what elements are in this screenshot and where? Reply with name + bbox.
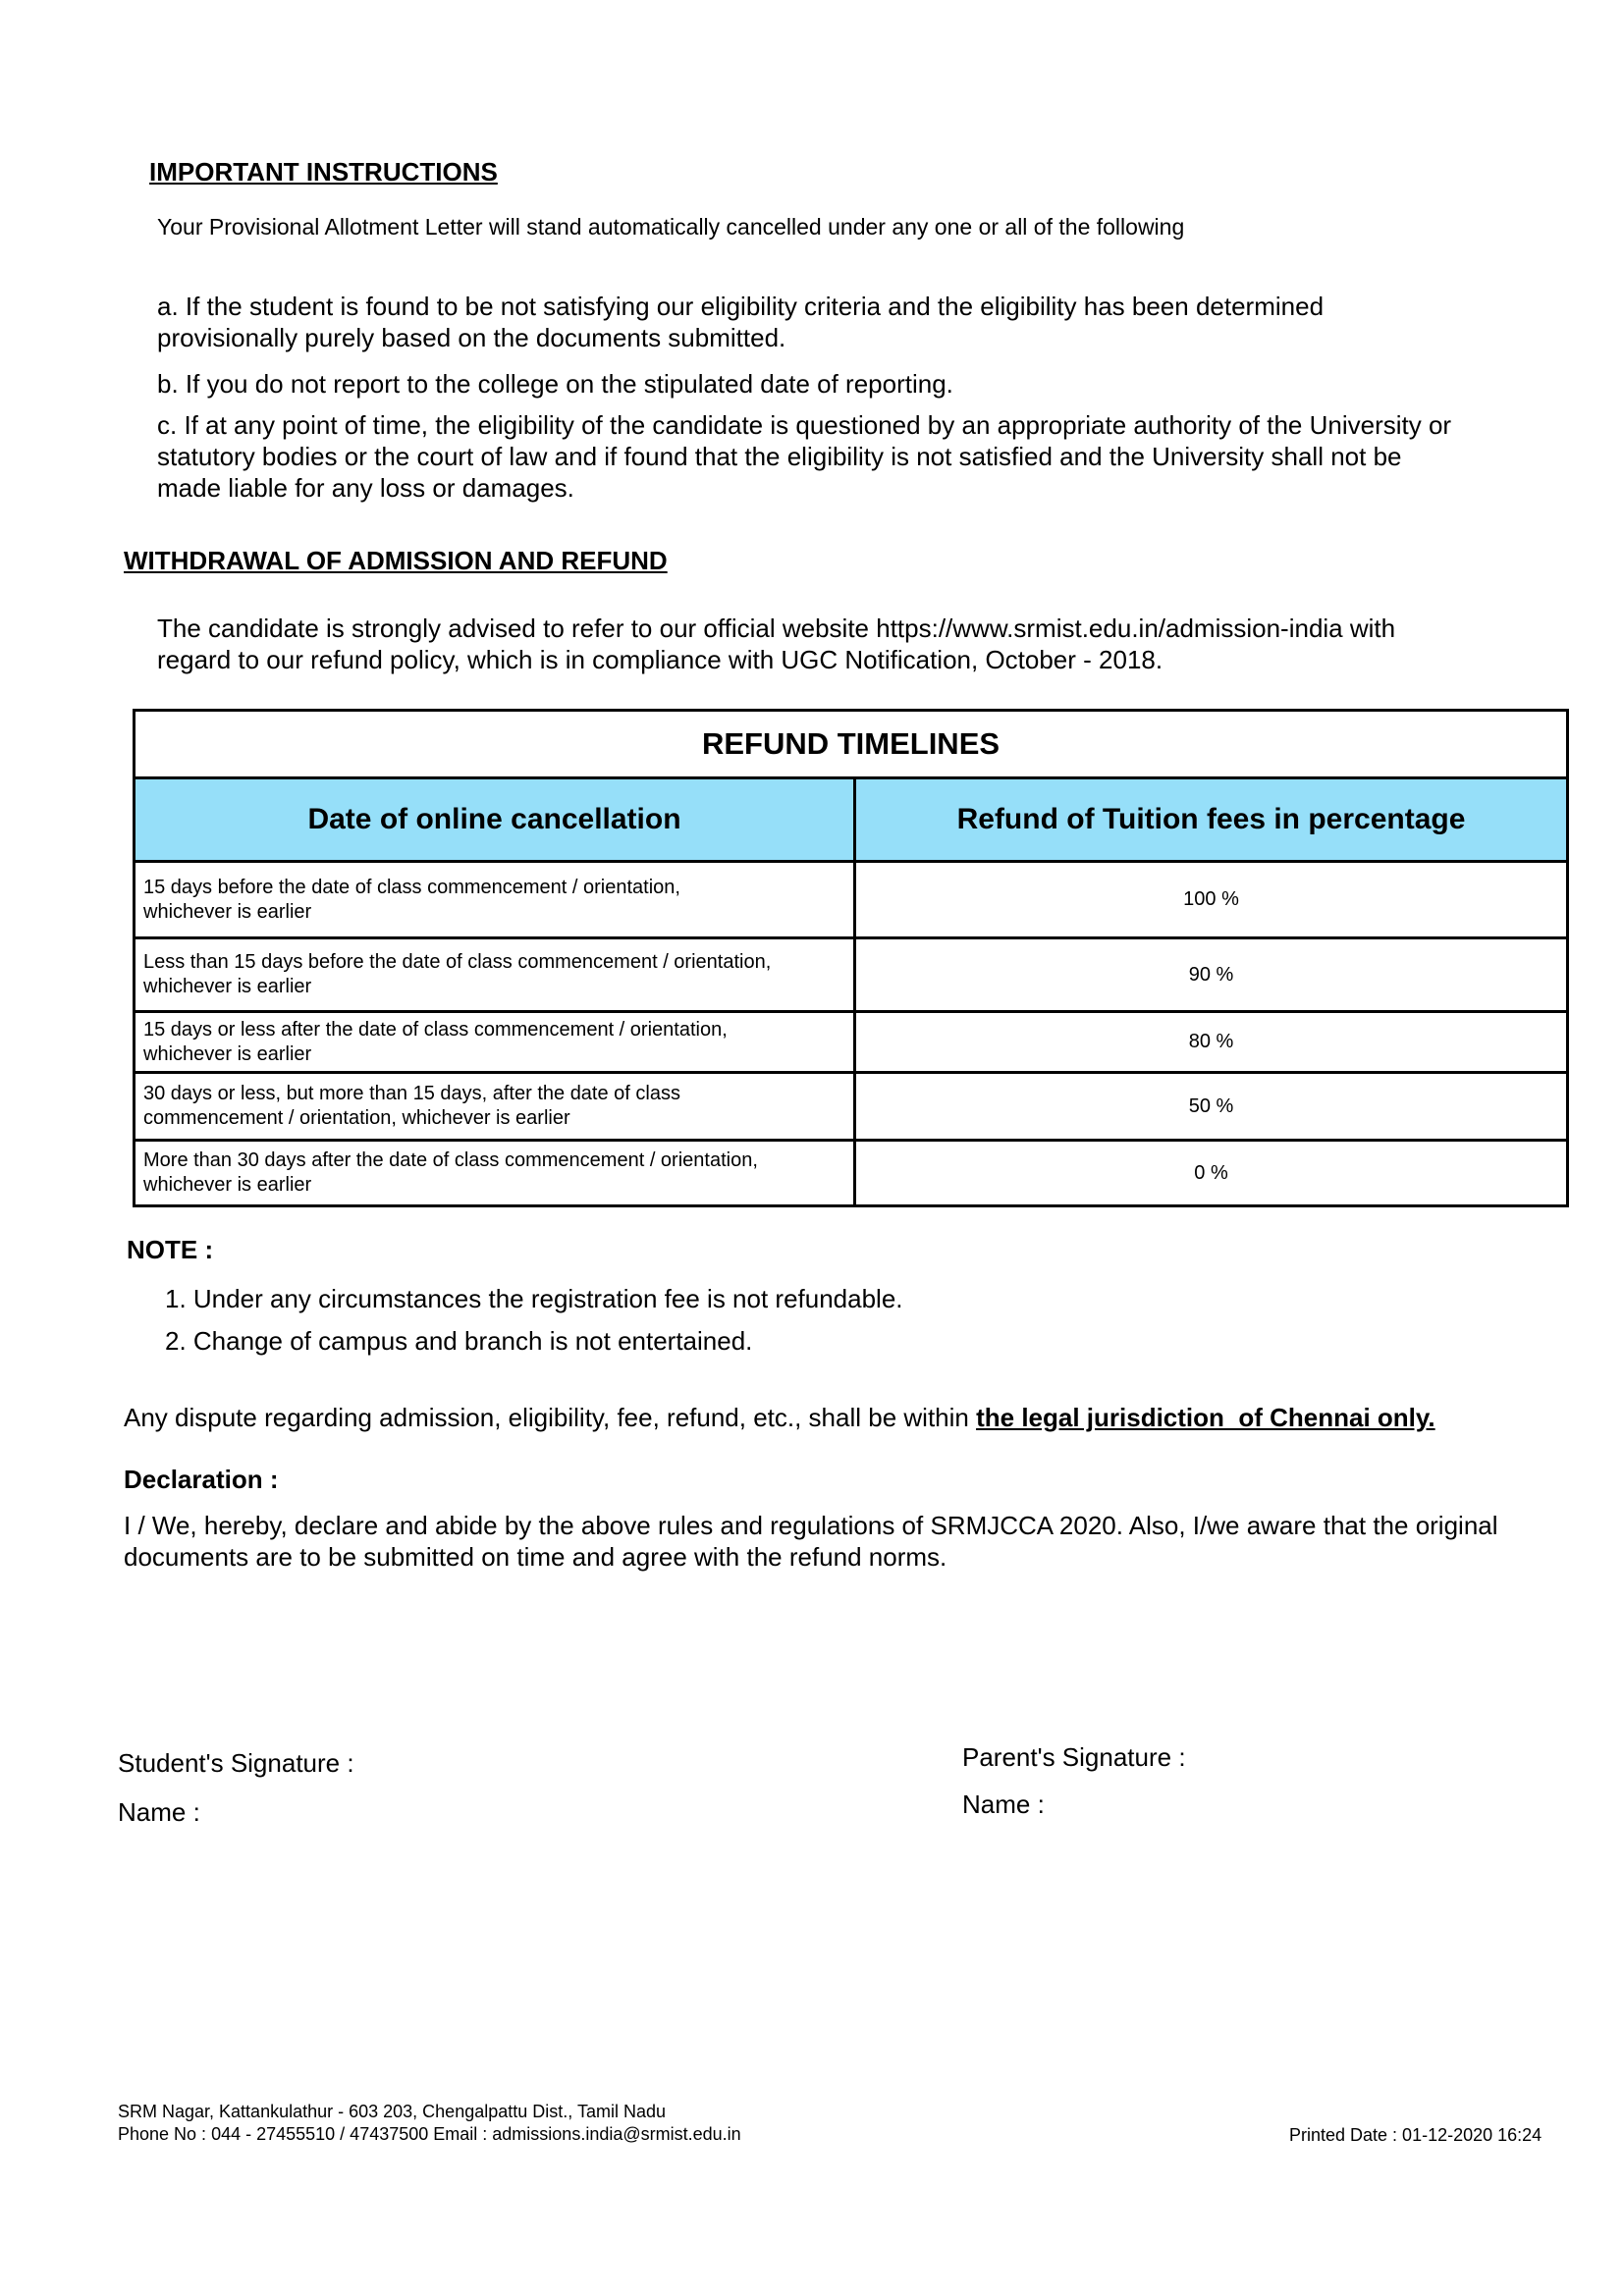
instruction-item-c [157,409,1610,504]
note-item-2: 2. Change of campus and branch is not entertained. [165,1326,753,1356]
condition-line: 15 days before the date of class commencement / orientation, [143,876,680,898]
note-heading: NOTE : [127,1235,214,1264]
withdrawal-heading: WITHDRAWAL OF ADMISSION AND REFUND [124,546,668,575]
table-title-row [135,711,1568,778]
cancellation-condition [135,1073,855,1141]
jurisdiction-emphasis: the legal jurisdiction of Chennai only. [976,1403,1435,1432]
table-row [135,1012,1568,1073]
declaration-text [124,1510,1623,1573]
parent-name-label: Name : [962,1789,1045,1819]
cancellation-condition [135,1141,855,1206]
declaration-line1: I / We, hereby, declare and abide by the above rules and regulations of SRMJCCA 2020. Also, I/we aware that the original [124,1511,1498,1540]
condition-line: whichever is earlier [143,1174,312,1196]
refund-percentage: 0 % [855,1141,1568,1206]
refund-percentage: 100 % [855,862,1568,938]
student-name-label: Name : [118,1797,200,1827]
instruction-c-line1: c. If at any point of time, the eligibility of the candidate is questioned by an appropriate authority of the University or [157,410,1452,440]
condition-line: 30 days or less, but more than 15 days, after the date of class [143,1083,680,1104]
declaration-line2: documents are to be submitted on time and agree with the refund norms. [124,1542,947,1572]
withdrawal-line2: regard to our refund policy, which is in compliance with UGC Notification, October - 2018. [157,645,1163,674]
refund-timelines-table [133,709,1569,1207]
refund-timelines-title: REFUND TIMELINES [135,711,1568,778]
important-instructions-heading: IMPORTANT INSTRUCTIONS [149,157,498,187]
column-header-date: Date of online cancellation [135,778,855,862]
dispute-text: Any dispute regarding admission, eligibility, fee, refund, etc., shall be within [124,1403,977,1432]
table-row [135,938,1568,1012]
instruction-c-line3: made liable for any loss or damages. [157,473,574,503]
instruction-a-line1: a. If the student is found to be not satisfying our eligibility criteria and the eligibility has been determined [157,292,1325,321]
instruction-item-b: b. If you do not report to the college on the stipulated date of reporting. [157,369,953,399]
parent-signature-label: Parent's Signature : [962,1742,1186,1772]
instruction-c-line2: statutory bodies or the court of law and if found that the eligibility is not satisfied and the University shall not be [157,442,1402,471]
instruction-item-a [157,291,1591,353]
condition-line: 15 days or less after the date of class commencement / orientation, [143,1018,728,1041]
footer-contact: Phone No : 044 - 27455510 / 47437500 Email : admissions.india@srmist.edu.in [118,2124,741,2144]
refund-percentage: 90 % [855,938,1568,1012]
withdrawal-line1: The candidate is strongly advised to refer to our official website https://www.srmist.edu.in/admission-india with [157,614,1396,643]
footer-address: SRM Nagar, Kattankulathur - 603 203, Chengalpattu Dist., Tamil Nadu [118,2102,666,2121]
cancellation-condition [135,1012,855,1073]
cancellation-condition [135,938,855,1012]
condition-line: commencement / orientation, whichever is earlier [143,1107,570,1129]
declaration-heading: Declaration : [124,1465,279,1494]
instruction-a-line2: provisionally purely based on the documents submitted. [157,323,786,352]
table-row [135,1073,1568,1141]
condition-line: whichever is earlier [143,1042,312,1065]
dispute-statement [124,1402,1435,1433]
withdrawal-text [157,613,1591,675]
column-header-refund: Refund of Tuition fees in percentage [855,778,1568,862]
refund-percentage: 80 % [855,1012,1568,1073]
table-row [135,1141,1568,1206]
refund-percentage: 50 % [855,1073,1568,1141]
student-signature-label: Student's Signature : [118,1748,354,1778]
printed-date: Printed Date : 01-12-2020 16:24 [1289,2125,1542,2145]
note-item-1: 1. Under any circumstances the registration fee is not refundable. [165,1284,903,1313]
condition-line: More than 30 days after the date of class commencement / orientation, [143,1149,758,1171]
condition-line: Less than 15 days before the date of class commencement / orientation, [143,951,772,973]
condition-line: whichever is earlier [143,900,312,923]
cancellation-condition [135,862,855,938]
table-header-row [135,778,1568,862]
table-row [135,862,1568,938]
instructions-intro: Your Provisional Allotment Letter will stand automatically cancelled under any one or all of the following [157,214,1185,240]
condition-line: whichever is earlier [143,976,312,997]
